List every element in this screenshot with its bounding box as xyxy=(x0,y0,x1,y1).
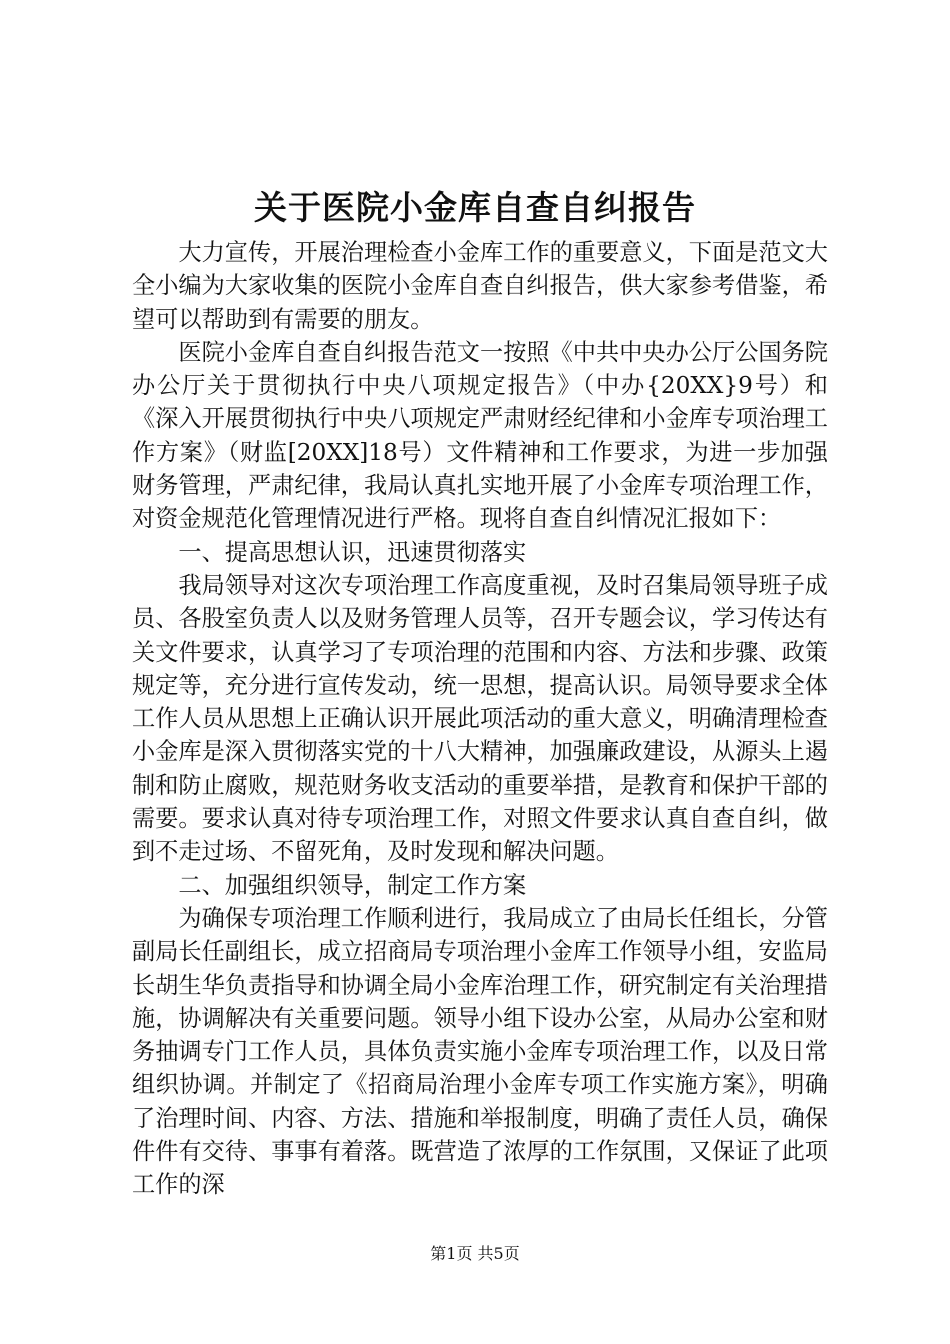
paragraph-section-1: 我局领导对这次专项治理工作高度重视，及时召集局领导班子成员、各股室负责人以及财务管理人员等，召开专题会议，学习传达有关文件要求，认真学习了专项治理的范围和内容、方法和步骤、政策规定等，充分进行宣传发动，统一思想，提高认识。局领导要求全体工作人员从思想上正确认识开展此项活动的重大意义，明确清理检查小金库是深入贯彻落实党的十八大精神，加强廉政建设，从源头上遏制和防止腐败，规范财务收支活动的重要举措，是教育和保护干部的需要。要求认真对待专项治理工作，对照文件要求认真自查自纠，做到不走过场、不留死角，及时发现和解决问题。 xyxy=(132,571,828,866)
section-heading-2: 二、加强组织领导，制定工作方案 xyxy=(178,871,527,899)
paragraph-section-2: 为确保专项治理工作顺利进行，我局成立了由局长任组长，分管副局长任副组长，成立招商局专项治理小金库工作领导小组，安监局长胡生华负责指导和协调全局小金库治理工作，研究制定有关治理措施，协调解决有关重要问题。领导小组下设办公室，从局办公室和财务抽调专门工作人员，具体负责实施小金库专项治理工作，以及日常组织协调。并制定了《招商局治理小金库专项工作实施方案》，明确了治理时间、内容、方法、措施和举报制度，明确了责任人员，确保件件有交待、事事有着落。既营造了浓厚的工作氛围，又保证了此项工作的深 xyxy=(132,904,828,1199)
document-body xyxy=(132,236,828,1202)
page-footer: 第1页 共5页 xyxy=(430,1244,520,1263)
paragraph-intro: 大力宣传，开展治理检查小金库工作的重要意义，下面是范文大全小编为大家收集的医院小金库自查自纠报告，供大家参考借鉴，希望可以帮助到有需要的朋友。 xyxy=(132,239,828,333)
section-heading-1: 一、提高思想认识，迅速贯彻落实 xyxy=(178,538,527,566)
document-title: 关于医院小金库自查自纠报告 xyxy=(254,188,696,227)
paragraph-opening: 医院小金库自查自纠报告范文一按照《中共中央办公厅公国务院办公厅关于贯彻执行中央八项规定报告》（中办{20XX}9号）和《深入开展贯彻执行中央八项规定严肃财经纪律和小金库专项治理工作方案》（财监[20XX]18号）文件精神和工作要求，为进一步加强财务管理，严肃纪律，我局认真扎实地开展了小金库专项治理工作，对资金规范化管理情况进行严格。现将自查自纠情况汇报如下： xyxy=(132,338,828,533)
